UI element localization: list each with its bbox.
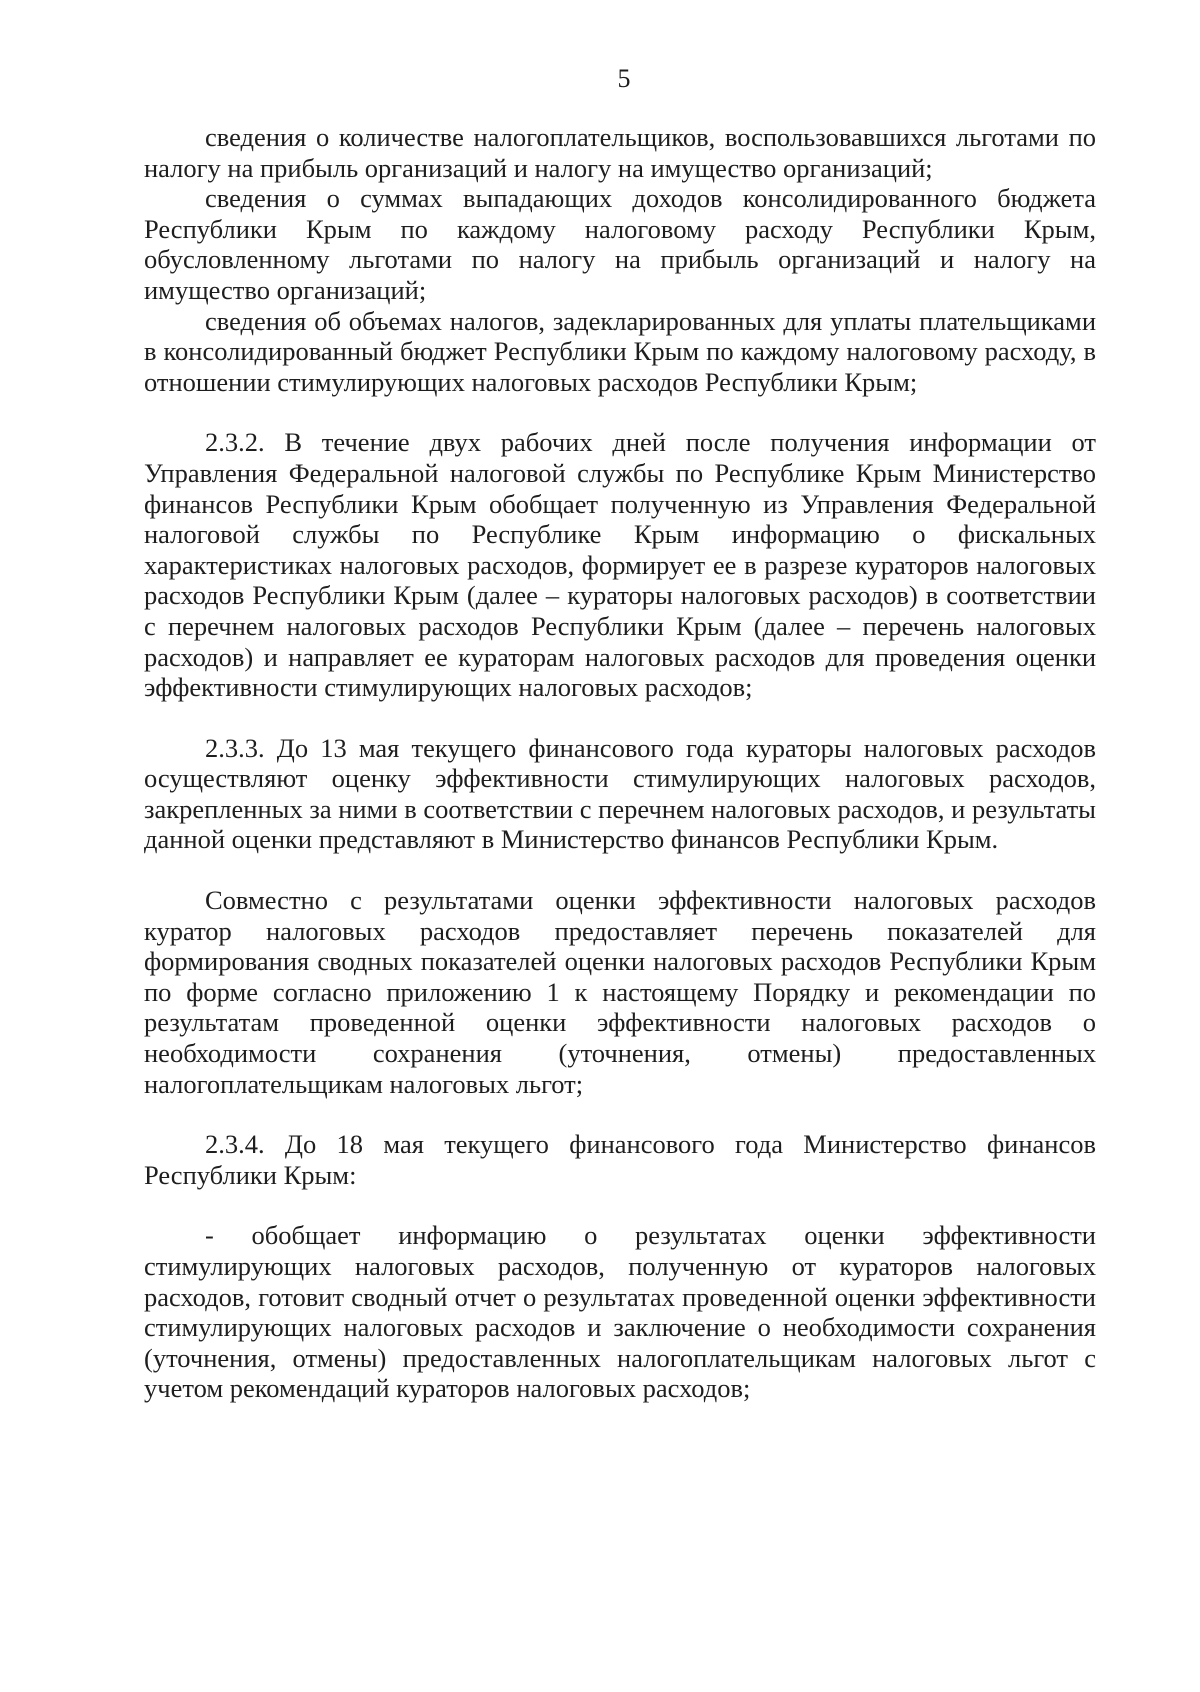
paragraph-2-3-3: 2.3.3. До 13 мая текущего финансового года кураторы налоговых расходов осуществляют оценку эффективности стимулирующих налоговых расходов, закрепленных за ними в соответствии с перечнем налоговых расходов, и результаты данной оценки представляют в Министерство финансов Республики Крым.: [144, 732, 1096, 855]
document-body: [144, 122, 1096, 1404]
paragraph-taxpayers-count: сведения о количестве налогоплательщиков, воспользовавшихся льготами по налогу на прибыль организаций и налогу на имущество организаций;: [144, 122, 1096, 183]
paragraph-summary-list-item: - обобщает информацию о результатах оценки эффективности стимулирующих налоговых расходов, полученную от кураторов налоговых расходов, готовит сводный отчет о результатах проведенной оценки эффективности стимулирующих налоговых расходов и заключение о необходимости сохранения (уточнения, отмены) предоставленных налогоплательщикам налоговых льгот с учетом рекомендаций кураторов налоговых расходов;: [144, 1220, 1096, 1404]
paragraph-2-3-4: 2.3.4. До 18 мая текущего финансового года Министерство финансов Республики Крым:: [144, 1129, 1096, 1190]
paragraph-2-3-2: 2.3.2. В течение двух рабочих дней после получения информации от Управления Федеральной налоговой службы по Республике Крым Министерство финансов Республики Крым обобщает полученную из Управления Федеральной налоговой службы по Республике Крым информацию о фискальных характеристиках налоговых расходов, формирует ее в разрезе кураторов налоговых расходов Республики Крым (далее – кураторы налоговых расходов) в соответствии с перечнем налоговых расходов Республики Крым (далее – перечень налоговых расходов) и направляет ее кураторам налоговых расходов для проведения оценки эффективности стимулирующих налоговых расходов;: [144, 427, 1096, 703]
paragraph-declared-taxes: сведения об объемах налогов, задекларированных для уплаты плательщиками в консолидированный бюджет Республики Крым по каждому налоговому расходу, в отношении стимулирующих налоговых расходов Республики Крым;: [144, 305, 1096, 397]
page-number: 5: [617, 64, 631, 93]
paragraph-joint-results: Совместно с результатами оценки эффективности налоговых расходов куратор налоговых расходов предоставляет перечень показателей для формирования сводных показателей оценки налоговых расходов Республики Крым по форме согласно приложению 1 к настоящему Порядку и рекомендации по результатам проведенной оценки эффективности налоговых расходов о необходимости сохранения (уточнения, отмены) предоставленных налогоплательщикам налоговых льгот;: [144, 885, 1096, 1099]
paragraph-lost-revenue: сведения о суммах выпадающих доходов консолидированного бюджета Республики Крым по каждому налоговому расходу Республики Крым, обусловленному льготами по налогу на прибыль организаций и налогу на имущество организаций;: [144, 183, 1096, 305]
